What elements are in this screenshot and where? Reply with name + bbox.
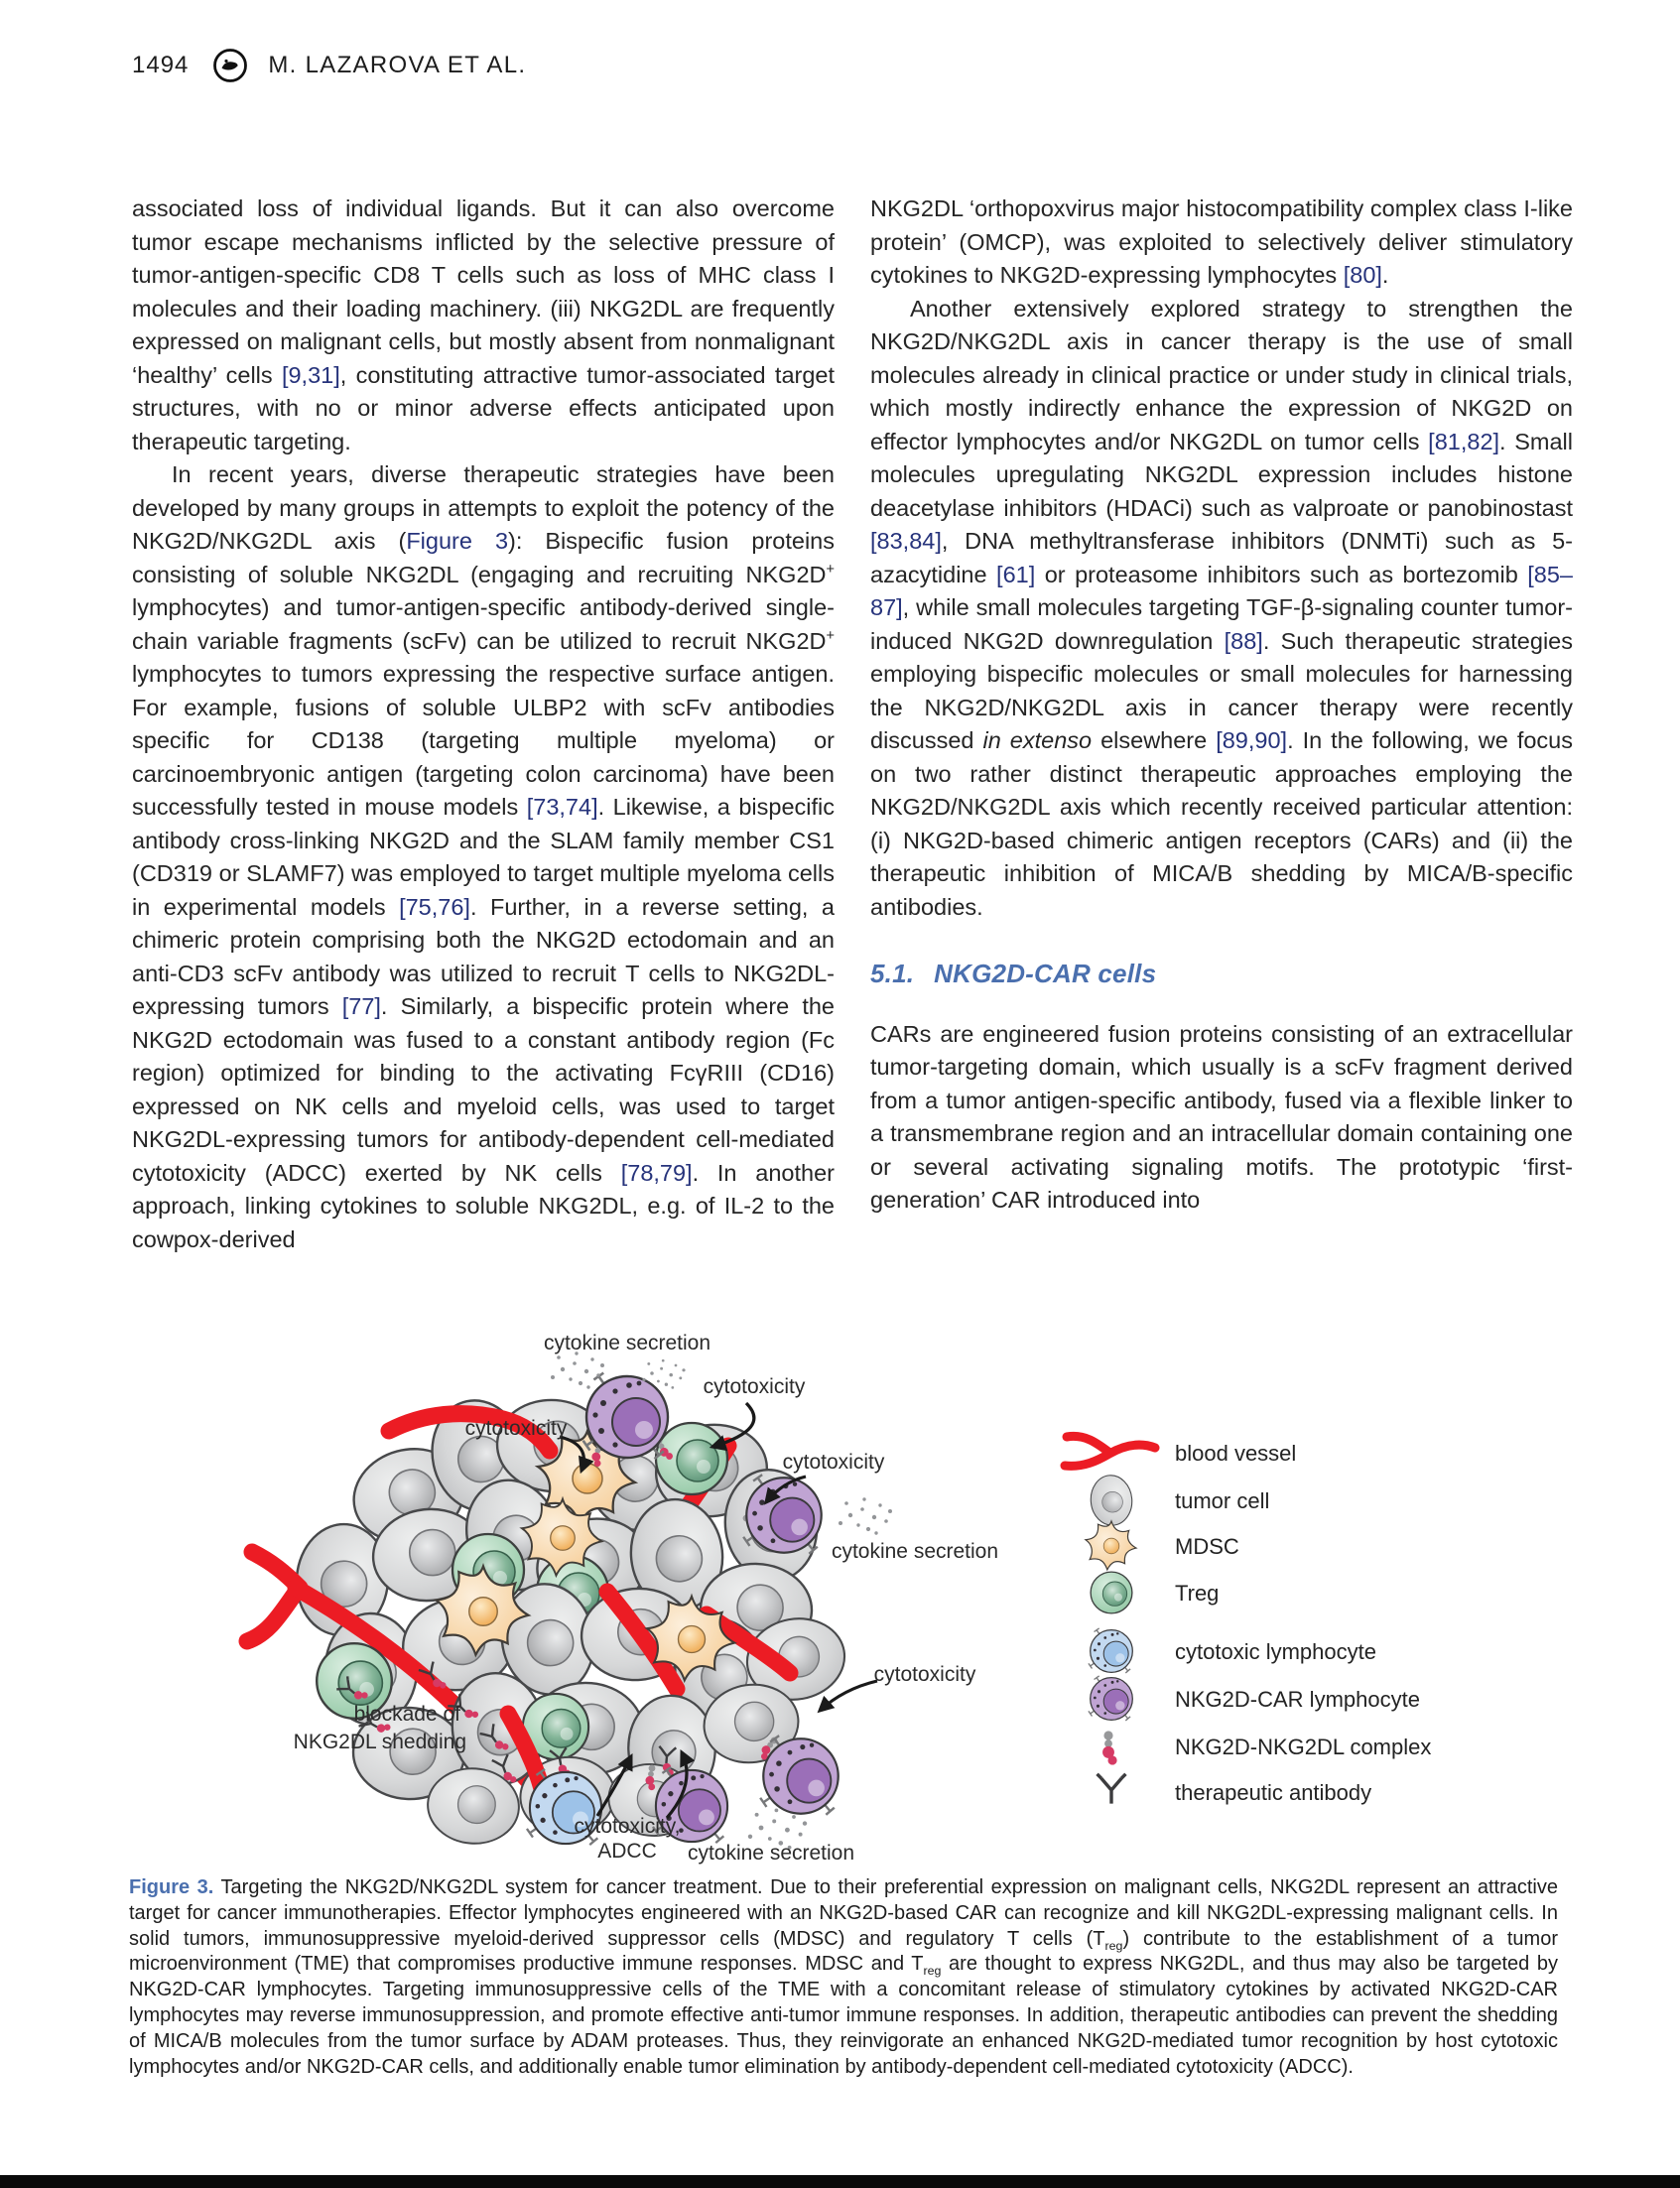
cytokine-specks <box>551 1351 604 1388</box>
tumor-cell-icon <box>1089 1474 1134 1527</box>
citation-link[interactable]: [85–87] <box>870 561 1573 620</box>
legend-item-nkg2d-nkg2dl-complex <box>1102 1731 1431 1764</box>
citation-link[interactable]: [81,82] <box>1428 428 1500 454</box>
label-cytotoxicity-adcc-line2: ADCC <box>597 1840 657 1863</box>
label-blockade-line2: NKG2DL shedding <box>293 1731 466 1753</box>
legend-item-nkg2d-car-lymphocyte <box>1089 1676 1420 1721</box>
running-head-authors: M. LAZAROVA ET AL. <box>268 52 527 78</box>
svg-text:MDSC: MDSC <box>1175 1534 1239 1559</box>
svg-text:therapeutic antibody: therapeutic antibody <box>1175 1780 1372 1805</box>
svg-text:cytotoxic lymphocyte: cytotoxic lymphocyte <box>1175 1639 1376 1664</box>
figure-legend <box>1065 1436 1431 1805</box>
figure-3 <box>111 1332 1560 1877</box>
citation-link[interactable]: [73,74] <box>526 794 598 820</box>
nkg2d-car-lymphocyte-icon <box>1089 1676 1132 1721</box>
body-paragraph: In recent years, diverse therapeutic strategies have been developed by many groups in attempts to exploit the potency of the NKG2D/NKG2DL axis (Figure 3): Bispecific fusion proteins consisting of soluble NKG2DL (engaging and recruiting NKG2D+ lymphocytes) and tumor-antigen-specific antibody-derived single-chain variable fragments (scFv) can be utilized to recruit NKG2D+ lymphocytes to tumors expressing the respective surface antigen. For example, fusions of soluble ULBP2 with scFv antibodies specific for CD138 (targeting multiple myeloma) or carcinoembryonic antigen (targeting colon carcinoma) have been successfully tested in mouse models [73,74]. Likewise, a bispecific antibody cross-linking NKG2D and the SLAM family member CS1 (CD319 or SLAMF7) was employed to target multiple myeloma cells in experimental models [75,76]. Further, in a reverse setting, a chimeric protein comprising both the NKG2D ectodomain and an anti-CD3 scFv antibody was utilized to recruit T cells to NKG2DL-expressing tumors [77]. Similarly, a bispecific protein where the NKG2D ectodomain was fused to a constant antibody region (Fc region) optimized for binding to the activating FcγRIII (CD16) expressed on NK cells and myeloid cells, was used to target NKG2DL-expressing tumors for antibody-dependent cell-mediated cytotoxicity (ADCC) exerted by NK cells [78,79]. In another approach, linking cytokines to soluble NKG2DL, e.g. of IL-2 to the cowpox-derived <box>132 461 835 1252</box>
citation-link[interactable]: [9,31] <box>281 361 340 388</box>
body-paragraph: NKG2DL ‘orthopoxvirus major histocompatibility complex class I-like protein’ (OMCP), was exploited to selectively deliver stimulatory cytokines to NKG2D-expressing lymphocytes [80]. <box>870 195 1573 288</box>
legend-item-tumor-cell <box>1089 1474 1269 1527</box>
label-cytotoxicity-right-upper: cytotoxicity <box>782 1451 885 1474</box>
citation-link[interactable]: [88] <box>1224 627 1263 654</box>
label-cytotoxicity-right-lower: cytotoxicity <box>873 1663 976 1686</box>
citation-link[interactable]: [77] <box>341 993 381 1019</box>
page-number: 1494 <box>132 52 190 78</box>
citation-link[interactable]: [61] <box>996 561 1036 587</box>
treg-icon <box>1091 1572 1132 1613</box>
cytotoxic-lymphocyte-icon <box>1089 1628 1132 1673</box>
label-cytotoxicity-top-left: cytotoxicity <box>464 1417 568 1440</box>
legend-item-therapeutic-antibody <box>1098 1774 1372 1805</box>
svg-text:NKG2D-CAR lymphocyte: NKG2D-CAR lymphocyte <box>1175 1687 1420 1712</box>
section-title: NKG2D-CAR cells <box>934 959 1157 988</box>
svg-text:NKG2D-NKG2DL complex: NKG2D-NKG2DL complex <box>1175 1735 1432 1759</box>
body-paragraph: CARs are engineered fusion proteins consisting of an extracellular tumor-targeting domain, which usually is a scFv fragment derived from a tumor antigen-specific antibody, fused via a flexible linker to a transmembrane region and an intracellular domain containing one or several activating signaling motifs. The prototypic ‘first-generation’ CAR introduced into <box>870 1020 1573 1213</box>
therapeutic-antibody-icon <box>1098 1774 1126 1804</box>
label-cytotoxicity-top-right: cytotoxicity <box>703 1375 806 1398</box>
svg-text:tumor cell: tumor cell <box>1175 1488 1270 1513</box>
nkg2d-nkg2dl-complex-icon <box>1102 1731 1117 1764</box>
body-paragraph: associated loss of individual ligands. But it can also overcome tumor escape mechanisms inflicted by the selective pressure of tumor-antigen-specific CD8 T cells such as loss of MHC class I molecules and their loading machinery. (iii) NKG2DL are frequently expressed on malignant cells, but mostly absent from nonmalignant ‘healthy’ cells [9,31], constituting attractive tumor-associated target structures, with no or minor adverse effects anticipated upon therapeutic targeting. <box>132 195 836 454</box>
citation-link[interactable]: Figure 3 <box>406 528 509 554</box>
publisher-logo-icon <box>210 46 250 85</box>
running-head <box>132 46 526 85</box>
legend-item-treg <box>1091 1572 1219 1613</box>
label-cytokine-secretion-top: cytokine secretion <box>543 1332 711 1354</box>
citation-link[interactable]: [80] <box>1343 262 1382 288</box>
legend-item-blood-vessel <box>1065 1436 1296 1466</box>
svg-text:blood vessel: blood vessel <box>1175 1441 1297 1466</box>
label-cytokine-secretion-bottom: cytokine secretion <box>687 1842 855 1865</box>
left-column <box>132 193 835 1256</box>
label-cytotoxicity-adcc-line1: cytotoxicity, <box>574 1815 681 1838</box>
right-column <box>870 193 1573 1218</box>
citation-link[interactable]: [75,76] <box>399 893 470 920</box>
cytokine-specks <box>839 1497 892 1534</box>
legend-item-mdsc <box>1086 1521 1239 1570</box>
body-paragraph: Another extensively explored strategy to strengthen the NKG2D/NKG2DL axis in cancer therapy is the use of small molecules already in clinical practice or under study in clinical trials, which mostly indirectly enhance the expression of NKG2D on effector lymphocytes and/or NKG2DL on tumor cells [81,82]. Small molecules upregulating NKG2DL expression includes histone deacetylase inhibitors (HDACi) such as valproate or panobinostast [83,84], DNA methyltransferase inhibitors (DNMTi) such as 5-azacytidine [61] or proteasome inhibitors such as bortezomib [85–87], while small molecules targeting TGF-β-signaling counter tumor-induced NKG2D downregulation [88]. Such therapeutic strategies employing bispecific molecules or small molecules for harnessing the NKG2D/NKG2DL axis in cancer therapy were recently discussed in extenso elsewhere [89,90]. In the following, we focus on two rather distinct therapeutic approaches employing the NKG2D/NKG2DL axis which recently received particular attention: (i) NKG2D-based chimeric antigen receptors (CARs) and (ii) the therapeutic inhibition of MICA/B shedding by MICA/B-specific antibodies. <box>870 295 1573 920</box>
label-blockade-line1: blockade of <box>353 1703 460 1726</box>
section-heading <box>870 958 1573 991</box>
treg-cell <box>656 1423 727 1494</box>
label-cytokine-secretion-right: cytokine secretion <box>831 1540 999 1563</box>
figure-caption: Figure 3. Targeting the NKG2D/NKG2DL system for cancer treatment. Due to their preferential expression on malignant cells, NKG2DL represent an attractive target for cancer immunotherapies. Effector lymphocytes engineered with an NKG2D-based CAR can recognize and kill NKG2DL-expressing malignant cells. In solid tumors, immunosuppressive myeloid-derived suppressor cells (MDSC) and regulatory T cells $(T_{reg})$ contribute to the establishment of a tumor microenvironment (TME) that compromises productive immune responses. MDSC and $T_{reg}$ are thought to express NKG2DL, and thus may also be targeted by NKG2D-CAR lymphocytes. Targeting immunosuppressive cells of the TME with a concomitant release of stimulatory cytokines by activated NKG2D-CAR lymphocytes may reverse immunosuppression, and promote effective anti-tumor immune responses. In addition, therapeutic antibodies can prevent the shedding of MICA/B molecules from the tumor surface by ADAM proteases. Thus, they reinvigorate an enhanced NKG2D-mediated tumor recognition by host cytotoxic lymphocytes and/or NKG2D-CAR cells, and additionally enable tumor elimination by antibody-dependent cell-mediated cytotoxicity (ADCC). <box>129 1876 1559 2078</box>
blood-vessel-icon <box>1065 1436 1155 1466</box>
citation-link[interactable]: [78,79] <box>620 1159 693 1186</box>
section-number: 5.1. <box>870 959 915 988</box>
citation-link[interactable]: [89,90] <box>1216 727 1288 753</box>
svg-text:Treg: Treg <box>1175 1581 1220 1606</box>
legend-item-cytotoxic-lymphocyte <box>1089 1628 1376 1673</box>
page-edge-bar <box>0 2175 1680 2188</box>
mdsc-icon <box>1086 1521 1136 1570</box>
citation-link[interactable]: [83,84] <box>870 528 942 554</box>
